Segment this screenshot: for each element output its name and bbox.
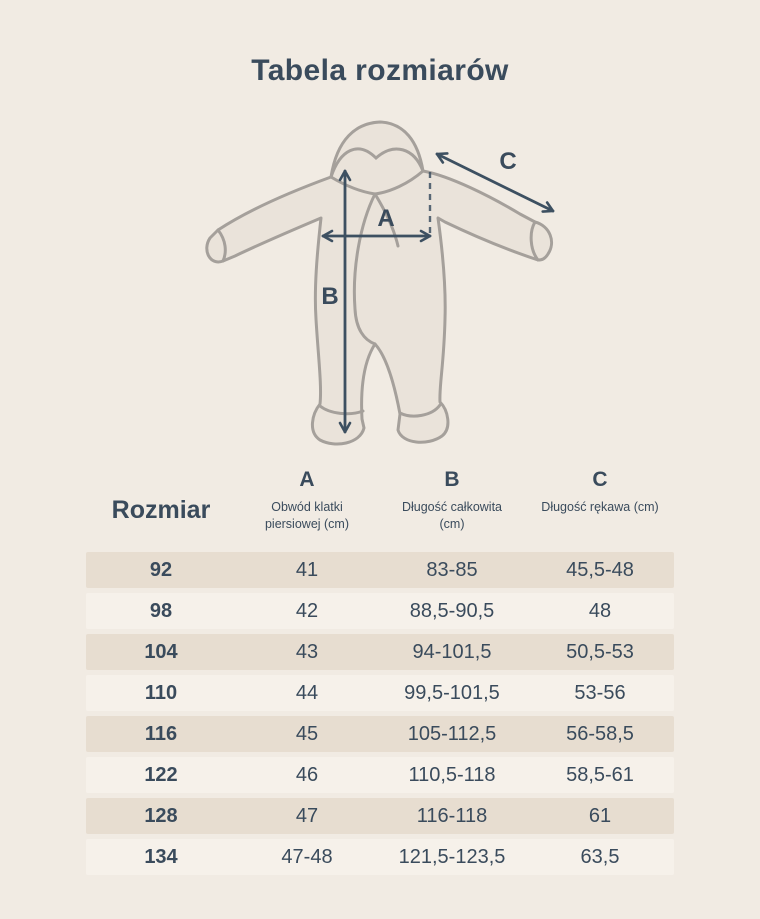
size-cell: 128 <box>144 805 178 827</box>
chest-cell: 47-48 <box>281 846 333 868</box>
chest-cell: 41 <box>295 559 319 581</box>
length-cell: 110,5-118 <box>408 764 496 786</box>
length-cell: 121,5-123,5 <box>398 846 506 868</box>
sleeve-cell: 50,5-53 <box>566 641 634 663</box>
measure-label-c: C <box>499 148 517 175</box>
chest-cell: 44 <box>295 682 319 704</box>
onesie-diagram-svg <box>190 114 570 454</box>
length-cell: 116-118 <box>416 805 488 827</box>
onesie-measurement-diagram <box>190 114 570 454</box>
sleeve-cell: 63,5 <box>580 846 620 868</box>
length-cell: 105-112,5 <box>407 723 497 745</box>
sleeve-cell: 56-58,5 <box>566 723 634 745</box>
table-row <box>86 798 674 834</box>
size-cell: 134 <box>144 846 178 868</box>
table-row <box>86 675 674 711</box>
chest-cell: 45 <box>295 723 319 745</box>
column-header-c <box>526 468 674 516</box>
length-cell: 83-85 <box>426 559 478 581</box>
column-desc-b: Długość całkowita (cm) <box>401 500 503 531</box>
size-cell: 98 <box>149 600 173 622</box>
length-cell: 99,5-101,5 <box>404 682 500 704</box>
chest-cell: 43 <box>295 641 319 663</box>
table-row <box>86 839 674 875</box>
column-desc-c: Długość rękawa (cm) <box>541 500 659 514</box>
column-desc-a: Obwód klatki piersiowej (cm) <box>264 500 350 531</box>
size-table-header <box>86 468 674 552</box>
chest-cell: 42 <box>295 600 319 622</box>
measure-label-a: A <box>377 205 395 232</box>
length-cell: 88,5-90,5 <box>409 600 495 622</box>
size-cell: 104 <box>144 641 178 663</box>
size-cell: 92 <box>149 559 173 581</box>
column-header-a <box>236 468 378 533</box>
table-row <box>86 634 674 670</box>
size-table-rows <box>86 552 674 875</box>
sleeve-cell: 45,5-48 <box>566 559 634 581</box>
page-title: Tabela rozmiarów <box>251 54 509 87</box>
table-row <box>86 757 674 793</box>
column-letter-a: A <box>299 468 315 491</box>
sleeve-cell: 58,5-61 <box>566 764 634 786</box>
table-row <box>86 716 674 752</box>
sleeve-cell: 61 <box>588 805 612 827</box>
column-header-size: Rozmiar <box>111 495 211 524</box>
size-cell: 122 <box>144 764 178 786</box>
size-cell: 116 <box>144 723 178 745</box>
measure-label-b: B <box>321 283 339 310</box>
size-table <box>86 468 674 875</box>
sleeve-cell: 48 <box>588 600 612 622</box>
column-letter-b: B <box>444 468 460 491</box>
chest-cell: 47 <box>295 805 319 827</box>
table-row <box>86 593 674 629</box>
sleeve-cell: 53-56 <box>574 682 626 704</box>
column-letter-c: C <box>592 468 608 491</box>
size-cell: 110 <box>144 682 178 704</box>
length-cell: 94-101,5 <box>412 641 492 663</box>
table-row <box>86 552 674 588</box>
chest-cell: 46 <box>295 764 319 786</box>
column-header-b <box>378 468 526 533</box>
